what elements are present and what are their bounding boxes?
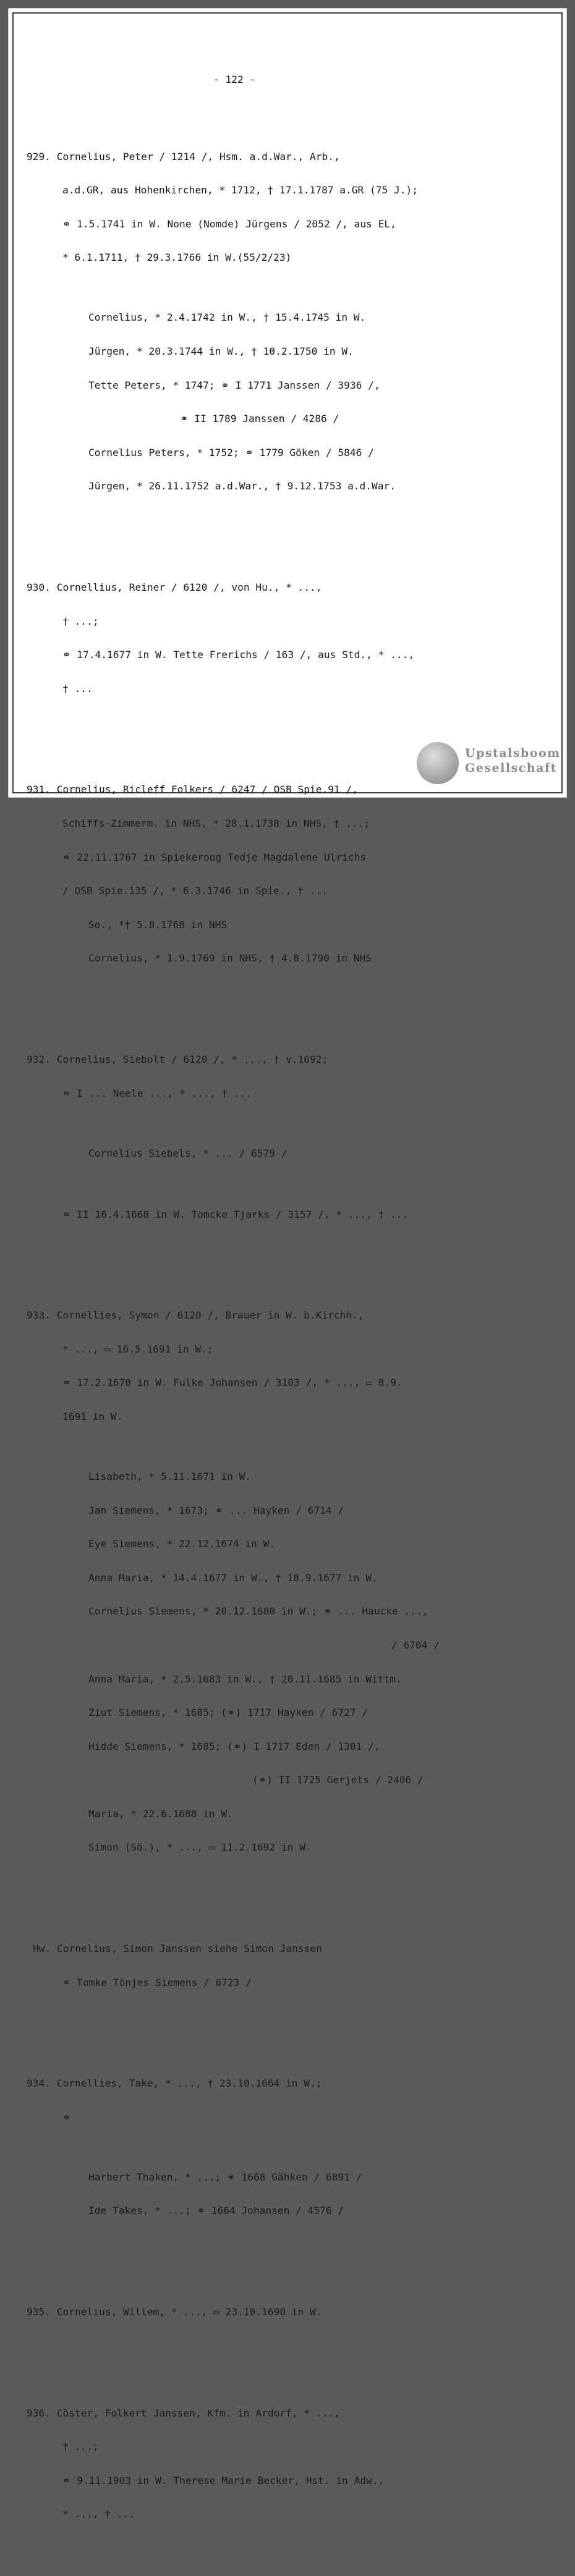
text-line: Simon (Sö.), * ..., ▭ 11.2.1692 in W. xyxy=(88,1841,312,1854)
text-line: Tette Peters, * 1747; ⚭ I 1771 Janssen / 3936 /, xyxy=(88,379,380,391)
text-line: Jürgen, * 20.3.1744 in W., † 10.2.1750 in W. xyxy=(88,345,354,357)
text-line: ⚭ 17.2.1670 in W. Fulke Johansen / 3103 /, * ..., ▭ 8.9. xyxy=(62,1377,402,1389)
text-line: * 6.1.1711, † 29.3.1766 in W.(55/2/23) xyxy=(62,251,292,264)
text-line: Maria, * 22.6.1688 in W. xyxy=(88,1807,233,1820)
text-line: Ziut Siemens, * 1685; (⚭) 1717 Hayken / 6727 / xyxy=(88,1707,368,1719)
text-line: Schiffs-Zimmerm. in NHS, * 28.1.1738 in NHS, † ...; xyxy=(62,817,370,829)
document-page xyxy=(8,8,567,2520)
entry-932 xyxy=(27,1032,440,1243)
logo-text xyxy=(465,746,561,775)
text-line: So., *† 5.8.1768 in NHS xyxy=(88,918,228,931)
entry-933 xyxy=(27,1288,440,1876)
text-line: Cornelius, * 1.9.1769 in NHS, † 4.8.1790 in NHS xyxy=(88,952,372,965)
text-line: † ... xyxy=(62,682,93,695)
entry-936 xyxy=(27,2385,440,2543)
text-line: Hw. Cornelius, Simon Janssen siehe Simon Janssen xyxy=(33,1943,322,1955)
text-line: (⚭) II 1725 Gerjets / 2406 / xyxy=(252,1774,424,1786)
text-line: Cornelius, * 2.4.1742 in W., † 15.4.1745 in W. xyxy=(88,311,366,324)
text-line: ⚭ xyxy=(62,2111,71,2123)
text-line: ⚭ I ... Neele ..., * ..., † ... xyxy=(62,1087,252,1099)
entry-929 xyxy=(27,129,440,515)
text-line: ⚭ 9.11.1903 in W. Therese Marie Becker, Hst. in Adw., xyxy=(62,2474,385,2486)
text-line: ⚭ 1.5.1741 in W. None (Nomde) Jürgens / 2052 /, aus EL, xyxy=(62,217,396,230)
text-line: Hidde Siemens, * 1685; (⚭) I 1717 Eden / 1301 /, xyxy=(88,1740,380,1752)
text-line: Ide Takes, * ...; ⚭ 1664 Johansen / 4576 / xyxy=(88,2205,344,2217)
text-line: * ..., † ... xyxy=(62,2508,135,2520)
entry-931 xyxy=(27,762,440,987)
page-number: - 122 - xyxy=(213,74,256,86)
entry-935 xyxy=(27,2284,440,2341)
text-line: * ..., ▭ 16.5.1691 in W.; xyxy=(62,1343,213,1355)
text-line: / OSB Spie.135 /, * 6.3.1746 in Spie., † ... xyxy=(62,885,328,897)
text-line: 935. Cornelius, Willem, * ..., ▭ 23.10.1690 in W. xyxy=(27,2306,322,2318)
text-line: Cornelius Siemens, * 20.12.1680 in W.; ⚭ ... Haucke ..., xyxy=(88,1605,428,1618)
text-line: 933. Cornellies, Symon / 6120 /, Brauer in W. b.Kirchh., xyxy=(27,1309,364,1322)
text-line: ⚭ Tomke Tönjes Siemens / 6723 / xyxy=(62,1976,252,1988)
text-line: ⚭ II 1789 Janssen / 4286 / xyxy=(180,413,339,425)
genealogy-text xyxy=(27,52,440,2576)
text-line: Eye Siemens, * 22.12.1674 in W. xyxy=(88,1538,276,1550)
text-line: 932. Cornelius, Siebolt / 6120 /, * ..., † v.1692; xyxy=(27,1053,328,1065)
entry-934 xyxy=(27,2056,440,2239)
text-line: ⚭ II 16.4.1668 in W. Tomcke Tjarks / 3157 /, * ..., † ... xyxy=(62,1208,409,1220)
text-line: 936. Cöster, Folkert Janssen, Kfm. in Ardorf, * ..., xyxy=(27,2407,340,2419)
text-line: Cornelius Peters, * 1752; ⚭ 1779 Göken / 5846 / xyxy=(88,446,374,458)
text-line: Harbert Thaken, * ...; ⚭ 1668 Gähken / 6891 / xyxy=(88,2171,362,2183)
entry-hw xyxy=(27,1921,440,2011)
text-line: Anna Maria, * 14.4.1677 in W., † 18.9.1677 in W. xyxy=(88,1571,378,1584)
text-line: 930. Cornellius, Reiner / 6120 /, von Hu., * ..., xyxy=(27,581,322,593)
logo-line-2: Gesellschaft xyxy=(465,761,557,775)
text-line: † ...; xyxy=(62,615,99,627)
text-line: Jürgen, * 26.11.1752 a.d.War., † 9.12.1753 a.d.War. xyxy=(88,480,396,492)
text-line: 1691 in W. xyxy=(62,1410,123,1422)
text-line: 929. Cornelius, Peter / 1214 /, Hsm. a.d.War., Arb., xyxy=(27,150,340,163)
seal-icon xyxy=(417,742,459,784)
text-line: † ...; xyxy=(62,2441,99,2453)
text-line: Lisabeth, * 5.11.1671 in W. xyxy=(88,1470,252,1482)
text-line: a.d.GR, aus Hohenkirchen, * 1712, † 17.1.1787 a.GR (75 J.); xyxy=(62,184,418,196)
text-line: Cornelius Siebels, * ... / 6579 / xyxy=(88,1147,288,1159)
text-line: ⚭ 22.11.1767 in Spiekeroog Tedje Magdalene Ulrichs xyxy=(62,851,367,863)
entry-930 xyxy=(27,560,440,717)
society-logo xyxy=(417,741,565,787)
text-line: ⚭ 17.4.1677 in W. Tette Frerichs / 163 /, aus Std., * ..., xyxy=(62,649,415,661)
text-line: / 6704 / xyxy=(391,1639,440,1651)
text-line: Jan Siemens, * 1673; ⚭ ... Hayken / 6714 / xyxy=(88,1504,344,1516)
text-line: Anna Maria, * 2.5.1683 in W., † 20.11.1685 in Wittm. xyxy=(88,1673,402,1685)
text-line: 934. Cornellies, Take, * ..., † 23.10.1664 in W.; xyxy=(27,2077,322,2090)
text-line: 931. Cornelius, Ricleff Folkers / 6247 / OSB Spie.91 /, xyxy=(27,783,359,796)
logo-line-1: Upstalsboom xyxy=(465,746,561,760)
